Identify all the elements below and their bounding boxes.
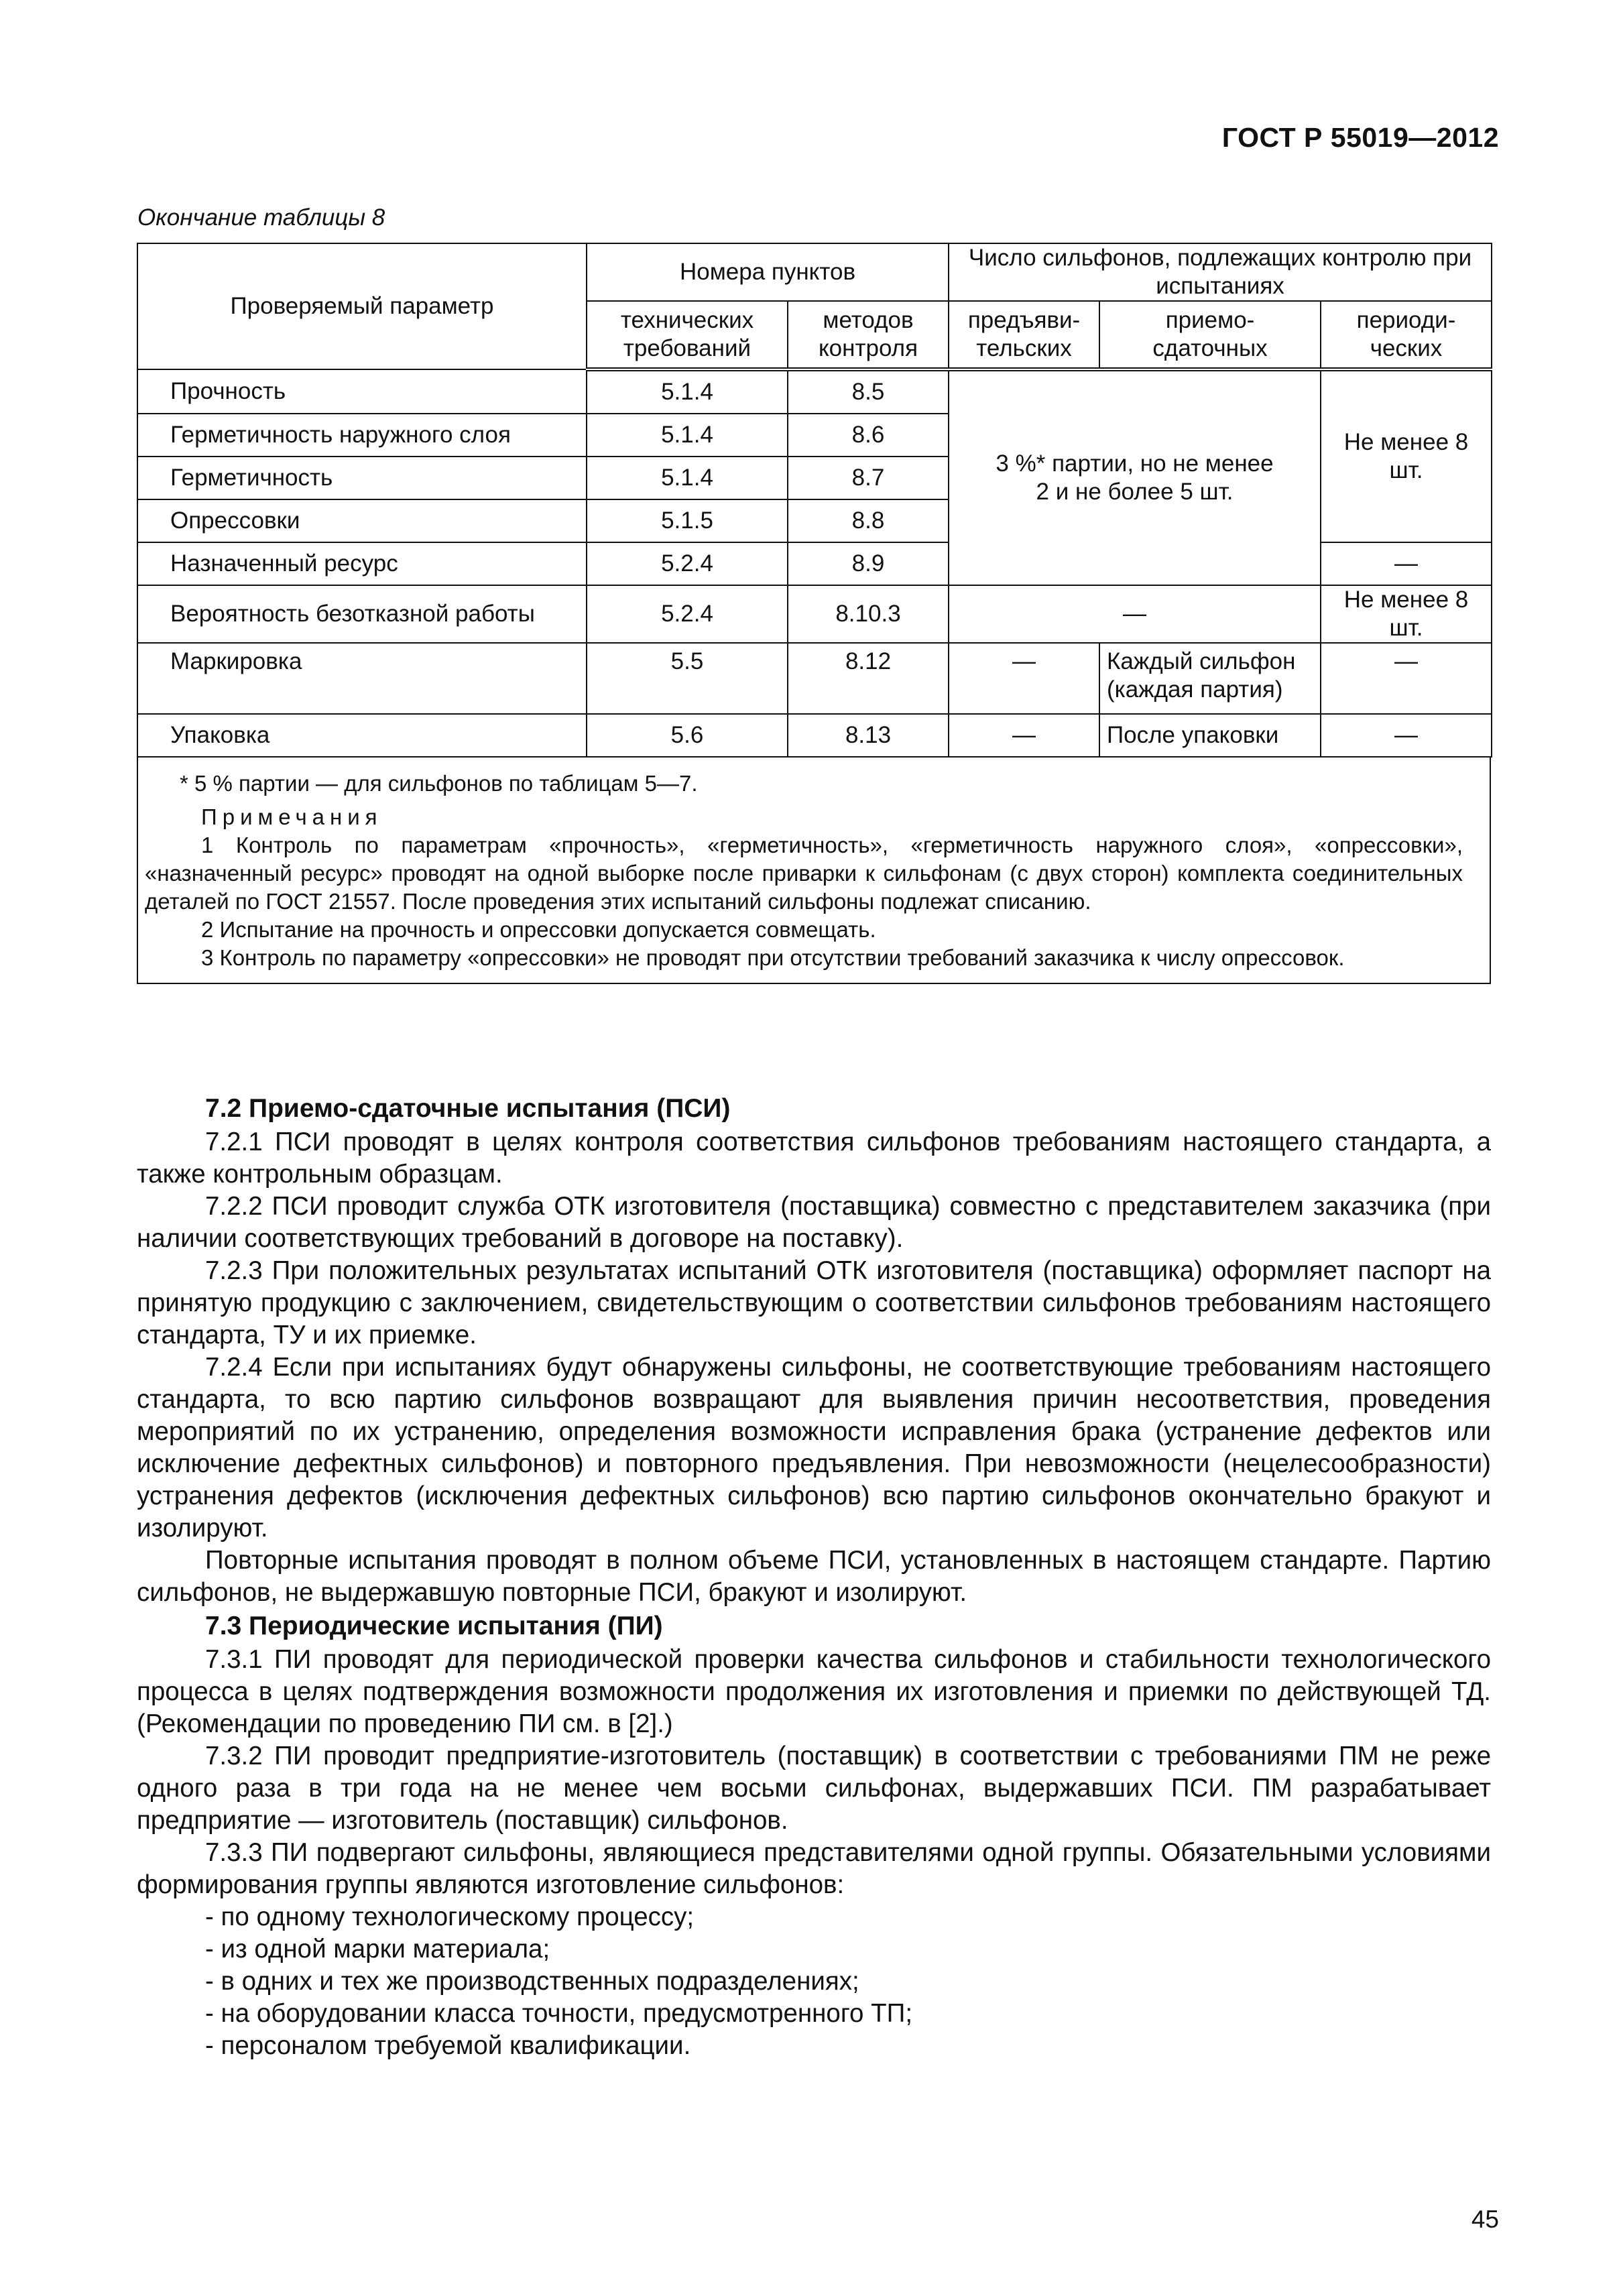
header-count-title: Число сильфонов, подлежащих контролю при испытаниях — [949, 243, 1492, 301]
section-heading-7-3: 7.3 Периодические испытания (ПИ) — [205, 1612, 663, 1640]
cell-tech: 5.6 — [587, 714, 788, 757]
merged-count-text: 3 %* партии, но не менее 2 и не более 5 шт. — [996, 450, 1274, 505]
cell-method: 8.5 — [788, 369, 949, 414]
list-item: - по одному технологическому процессу; — [205, 1902, 695, 1931]
cell-param: Опрессовки — [137, 499, 587, 542]
cell-marking-presentation: — — [949, 643, 1099, 714]
cell-param: Маркировка — [137, 643, 587, 714]
paragraph: 7.2.1 ПСИ проводят в целях контроля соответствия сильфонов требованиям настоящего стандарта, а также контрольным образцам. — [137, 1128, 1491, 1189]
cell-method: 8.12 — [788, 643, 949, 714]
table-row — [137, 643, 1492, 714]
paragraph: 7.2.2 ПСИ проводит служба ОТК изготовителя (поставщика) совместно с представителем заказчика (при наличии соответствующих требований в договоре на поставку). — [137, 1192, 1491, 1253]
cell-method: 8.6 — [788, 414, 949, 457]
cell-param: Назначенный ресурс — [137, 542, 587, 585]
cell-param: Вероятность безотказной работы — [137, 585, 587, 643]
table-notes — [137, 758, 1491, 984]
cell-merged-count — [949, 369, 1321, 585]
paragraph: 7.3.3 ПИ подвергают сильфоны, являющиеся представителями одной группы. Обязательными условиями формирования группы являются изготовление сильфонов: — [137, 1838, 1491, 1899]
cell-tech: 5.2.4 — [587, 585, 788, 643]
cell-packing-periodic: — — [1321, 714, 1492, 757]
list-item: - в одних и тех же производственных подразделениях; — [205, 1967, 859, 1996]
note-item: 2 Испытание на прочность и опрессовки допускается совмещать. — [201, 917, 876, 942]
cell-packing-acceptance: После упаковки — [1099, 714, 1321, 757]
paragraph: Повторные испытания проводят в полном объеме ПСИ, установленных в настоящем стандарте. Партию сильфонов, не выдержавшую повторные ПСИ, бракуют и изолируют. — [137, 1546, 1491, 1607]
cell-periodic-min8: Не менее 8 шт. — [1321, 369, 1492, 542]
cell-method: 8.7 — [788, 457, 949, 499]
header-tech-req: технических требований — [587, 301, 788, 369]
header-periodic: периоди- ческих — [1321, 301, 1492, 369]
cell-tech: 5.1.4 — [587, 457, 788, 499]
cell-marking-acceptance: Каждый сильфон (каждая партия) — [1099, 643, 1321, 714]
notes-heading: Примечания — [201, 804, 383, 829]
list-item: - персоналом требуемой квалификации. — [205, 2031, 691, 2060]
paragraph: 7.2.4 Если при испытаниях будут обнаружены сильфоны, не соответствующие требованиям настоящего стандарта, то всю партию сильфонов возвращают для выявления причин несоответствия, проведения мероприятий по их устранению, определения возможности исправления брака (устранение дефектов или исключение дефектных сильфонов) и повторного предъявления. При невозможности (нецелесообразности) устранения дефектов (исключения дефектных сильфонов) всю партию сильфонов окончательно бракуют и изолируют. — [137, 1353, 1491, 1543]
table-caption: Окончание таблицы 8 — [137, 204, 385, 231]
table-footnote: * 5 % партии — для сильфонов по таблицам 5—7. — [180, 771, 698, 796]
header-control-methods: методов контроля — [788, 301, 949, 369]
cell-reliability-count: — — [949, 585, 1321, 643]
body-text — [137, 1091, 1491, 2062]
paragraph: 7.3.1 ПИ проводят для периодической проверки качества сильфонов и стабильности технологического процесса в целях подтверждения возможности продолжения их изготовления и приемки по действующей ТД. (Рекомендации по проведению ПИ см. в [2].) — [137, 1645, 1491, 1738]
cell-tech: 5.1.5 — [587, 499, 788, 542]
cell-tech: 5.1.4 — [587, 414, 788, 457]
cell-periodic-dash: — — [1321, 542, 1492, 585]
header-presentation: предъяви- тельских — [949, 301, 1099, 369]
cell-param: Герметичность — [137, 457, 587, 499]
header-param: Проверяемый параметр — [137, 243, 587, 369]
cell-method: 8.13 — [788, 714, 949, 757]
cell-reliability-periodic: Не менее 8 шт. — [1321, 585, 1492, 643]
note-item: 3 Контроль по параметру «опрессовки» не проводят при отсутствии требований заказчика к числу опрессовок. — [201, 945, 1345, 970]
paragraph: 7.3.2 ПИ проводит предприятие-изготовитель (поставщик) в соответствии с требованиями ПМ не реже одного раза в три года на не менее чем восьми сильфонах, выдержавших ПСИ. ПМ разрабатывает предприятие — изготовитель (поставщик) сильфонов. — [137, 1742, 1491, 1835]
cell-param: Прочность — [137, 369, 587, 414]
cell-method: 8.9 — [788, 542, 949, 585]
table-row — [137, 585, 1492, 643]
header-acceptance: приемо- сдаточных — [1099, 301, 1321, 369]
cell-tech: 5.5 — [587, 643, 788, 714]
list-item: - из одной марки материала; — [205, 1935, 550, 1963]
cell-marking-periodic: — — [1321, 643, 1492, 714]
list-item: - на оборудовании класса точности, предусмотренного ТП; — [205, 1999, 913, 2028]
note-item: 1 Контроль по параметрам «прочность», «герметичность», «герметичность наружного слоя», «опрессовки», «назначенный ресурс» проводят на одной выборке после приварки к сильфонам (с двух сторон) комплекта соединительных деталей по ГОСТ 21557. После проведения этих испытаний сильфоны подлежат списанию. — [145, 833, 1463, 914]
paragraph: 7.2.3 При положительных результатах испытаний ОТК изготовителя (поставщика) оформляет паспорт на принятую продукцию с заключением, свидетельствующим о соответствии сильфонов требованиям настоящего стандарта, ТУ и их приемке. — [137, 1256, 1491, 1349]
cell-param: Упаковка — [137, 714, 587, 757]
cell-tech: 5.2.4 — [587, 542, 788, 585]
table-8 — [137, 243, 1491, 984]
section-heading-7-2: 7.2 Приемо-сдаточные испытания (ПСИ) — [205, 1094, 731, 1123]
cell-tech: 5.1.4 — [587, 369, 788, 414]
cell-method: 8.10.3 — [788, 585, 949, 643]
cell-packing-presentation: — — [949, 714, 1099, 757]
cell-param: Герметичность наружного слоя — [137, 414, 587, 457]
table-row — [137, 714, 1492, 757]
cell-method: 8.8 — [788, 499, 949, 542]
header-clause-numbers: Номера пунктов — [587, 243, 949, 301]
table-8-grid — [137, 243, 1492, 758]
page-number: 45 — [1471, 2206, 1499, 2233]
document-header: ГОСТ Р 55019—2012 — [1221, 122, 1499, 153]
table-row — [137, 369, 1492, 414]
